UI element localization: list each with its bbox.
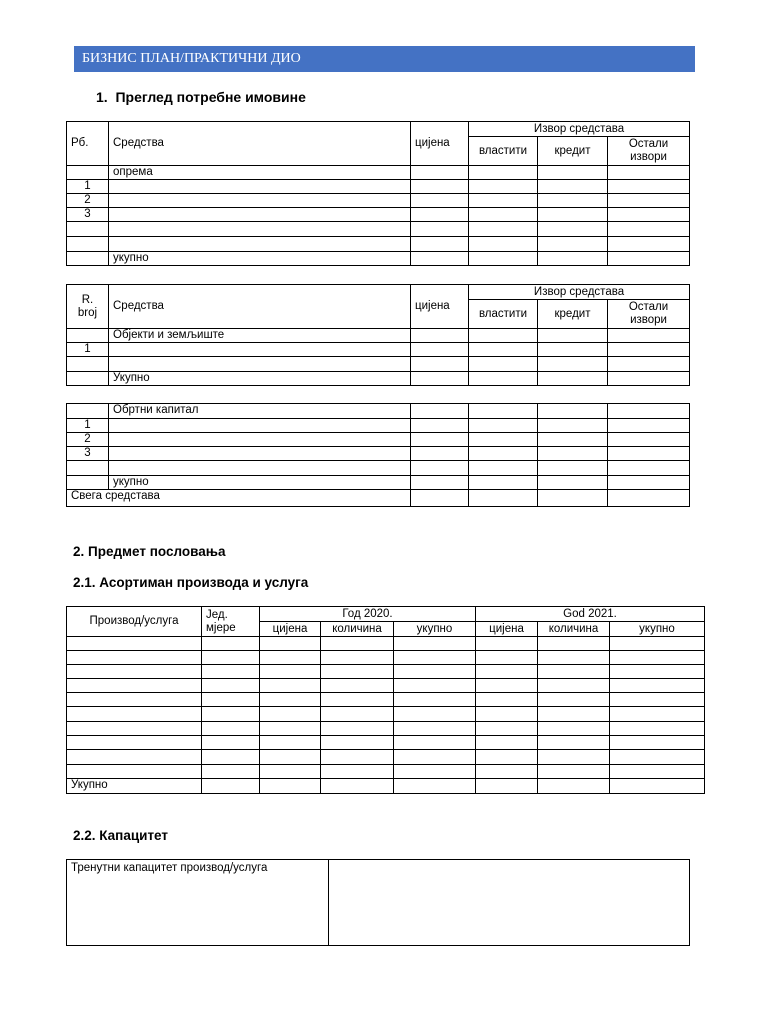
header-unit — [202, 607, 260, 637]
header-rb-line1: R. — [81, 293, 94, 306]
header-product: Производ/услуга — [67, 607, 202, 637]
table-row — [67, 237, 690, 252]
table-row — [67, 222, 690, 237]
capacity-table — [66, 859, 690, 946]
table-row — [67, 765, 705, 779]
header-other-line1: Остали — [628, 138, 669, 150]
header-price: цијена — [411, 122, 469, 166]
header-price: цијена — [411, 285, 469, 329]
row-number: 1 — [67, 419, 109, 433]
total-label: укупно — [109, 476, 411, 490]
table-row — [67, 665, 705, 679]
table-row — [67, 736, 705, 750]
header-unit-line2: мјере — [206, 621, 236, 634]
header-other-line2: извори — [630, 314, 667, 326]
table-row — [67, 343, 690, 357]
header-quantity-2020: количина — [321, 622, 394, 637]
section-1-heading — [96, 89, 306, 105]
header-credit: кредит — [538, 137, 608, 166]
row-number: 1 — [67, 343, 109, 357]
header-rb — [67, 285, 109, 329]
buildings-table — [66, 284, 690, 386]
total-row — [67, 476, 690, 490]
header-year-2021: God 2021. — [476, 607, 705, 622]
table-row — [67, 404, 690, 419]
table-row — [67, 447, 690, 461]
section-2-1-heading: 2.1. Асортиман производа и услуга — [73, 575, 309, 590]
table-row — [67, 208, 690, 222]
section-1-number: 1. — [96, 89, 108, 105]
header-price-2020: цијена — [260, 622, 321, 637]
header-other-line2: извори — [630, 151, 667, 163]
table-row — [67, 419, 690, 433]
grand-total-row — [67, 490, 690, 507]
table-row — [67, 651, 705, 665]
header-other-line1: Остали — [628, 301, 669, 313]
section-2-heading: 2. Предмет пословања — [73, 544, 226, 559]
section-1-title: Преглед потребне имовине — [115, 89, 306, 105]
table-row — [67, 722, 705, 736]
section-2-2-heading: 2.2. Капацитет — [73, 828, 168, 843]
header-credit: кредит — [538, 300, 608, 329]
table-row — [67, 194, 690, 208]
table-row — [67, 180, 690, 194]
header-price-2021: цијена — [476, 622, 538, 637]
header-rb-line2: broj — [77, 306, 98, 319]
total-row — [67, 252, 690, 266]
group-label: Објекти и земљиште — [109, 329, 411, 343]
row-number: 2 — [67, 194, 109, 208]
header-source: Извор средстава — [469, 285, 690, 300]
header-quantity-2021: количина — [538, 622, 610, 637]
header-means: Средства — [109, 285, 411, 329]
row-number: 1 — [67, 180, 109, 194]
total-row — [67, 779, 705, 794]
table-row — [67, 357, 690, 372]
table-row — [67, 707, 705, 722]
header-own: властити — [469, 300, 538, 329]
header-unit-line1: Јед. — [206, 608, 228, 621]
header-other — [608, 137, 690, 166]
header-means: Средства — [109, 122, 411, 166]
group-label: Обртни капитал — [109, 404, 411, 419]
row-number: 3 — [67, 208, 109, 222]
header-source: Извор средстава — [469, 122, 690, 137]
document-banner: БИЗНИС ПЛАН/ПРАКТИЧНИ ДИО — [74, 46, 695, 72]
row-number: 3 — [67, 447, 109, 461]
table-row — [67, 637, 705, 651]
row-number: 2 — [67, 433, 109, 447]
header-other — [608, 300, 690, 329]
header-total-2020: укупно — [394, 622, 476, 637]
total-label: Укупно — [109, 372, 411, 386]
header-rb: Рб. — [67, 122, 109, 166]
table-row — [67, 166, 690, 180]
table-row — [67, 679, 705, 693]
grand-total-label: Свега средстава — [67, 490, 411, 507]
table-row — [67, 329, 690, 343]
table-row — [67, 461, 690, 476]
table-row — [67, 750, 705, 765]
total-label: Укупно — [67, 779, 202, 794]
products-table — [66, 606, 705, 794]
table-row — [67, 693, 705, 707]
working-capital-table — [66, 403, 690, 507]
total-row — [67, 372, 690, 386]
header-total-2021: укупно — [610, 622, 705, 637]
total-label: укупно — [109, 252, 411, 266]
header-own: властити — [469, 137, 538, 166]
header-year-2020: Год 2020. — [260, 607, 476, 622]
capacity-label: Тренутни капацитет производ/услуга — [67, 860, 329, 946]
group-label: опрема — [109, 166, 411, 180]
table-row — [67, 433, 690, 447]
capacity-value-cell[interactable] — [329, 860, 690, 946]
equipment-table — [66, 121, 690, 266]
